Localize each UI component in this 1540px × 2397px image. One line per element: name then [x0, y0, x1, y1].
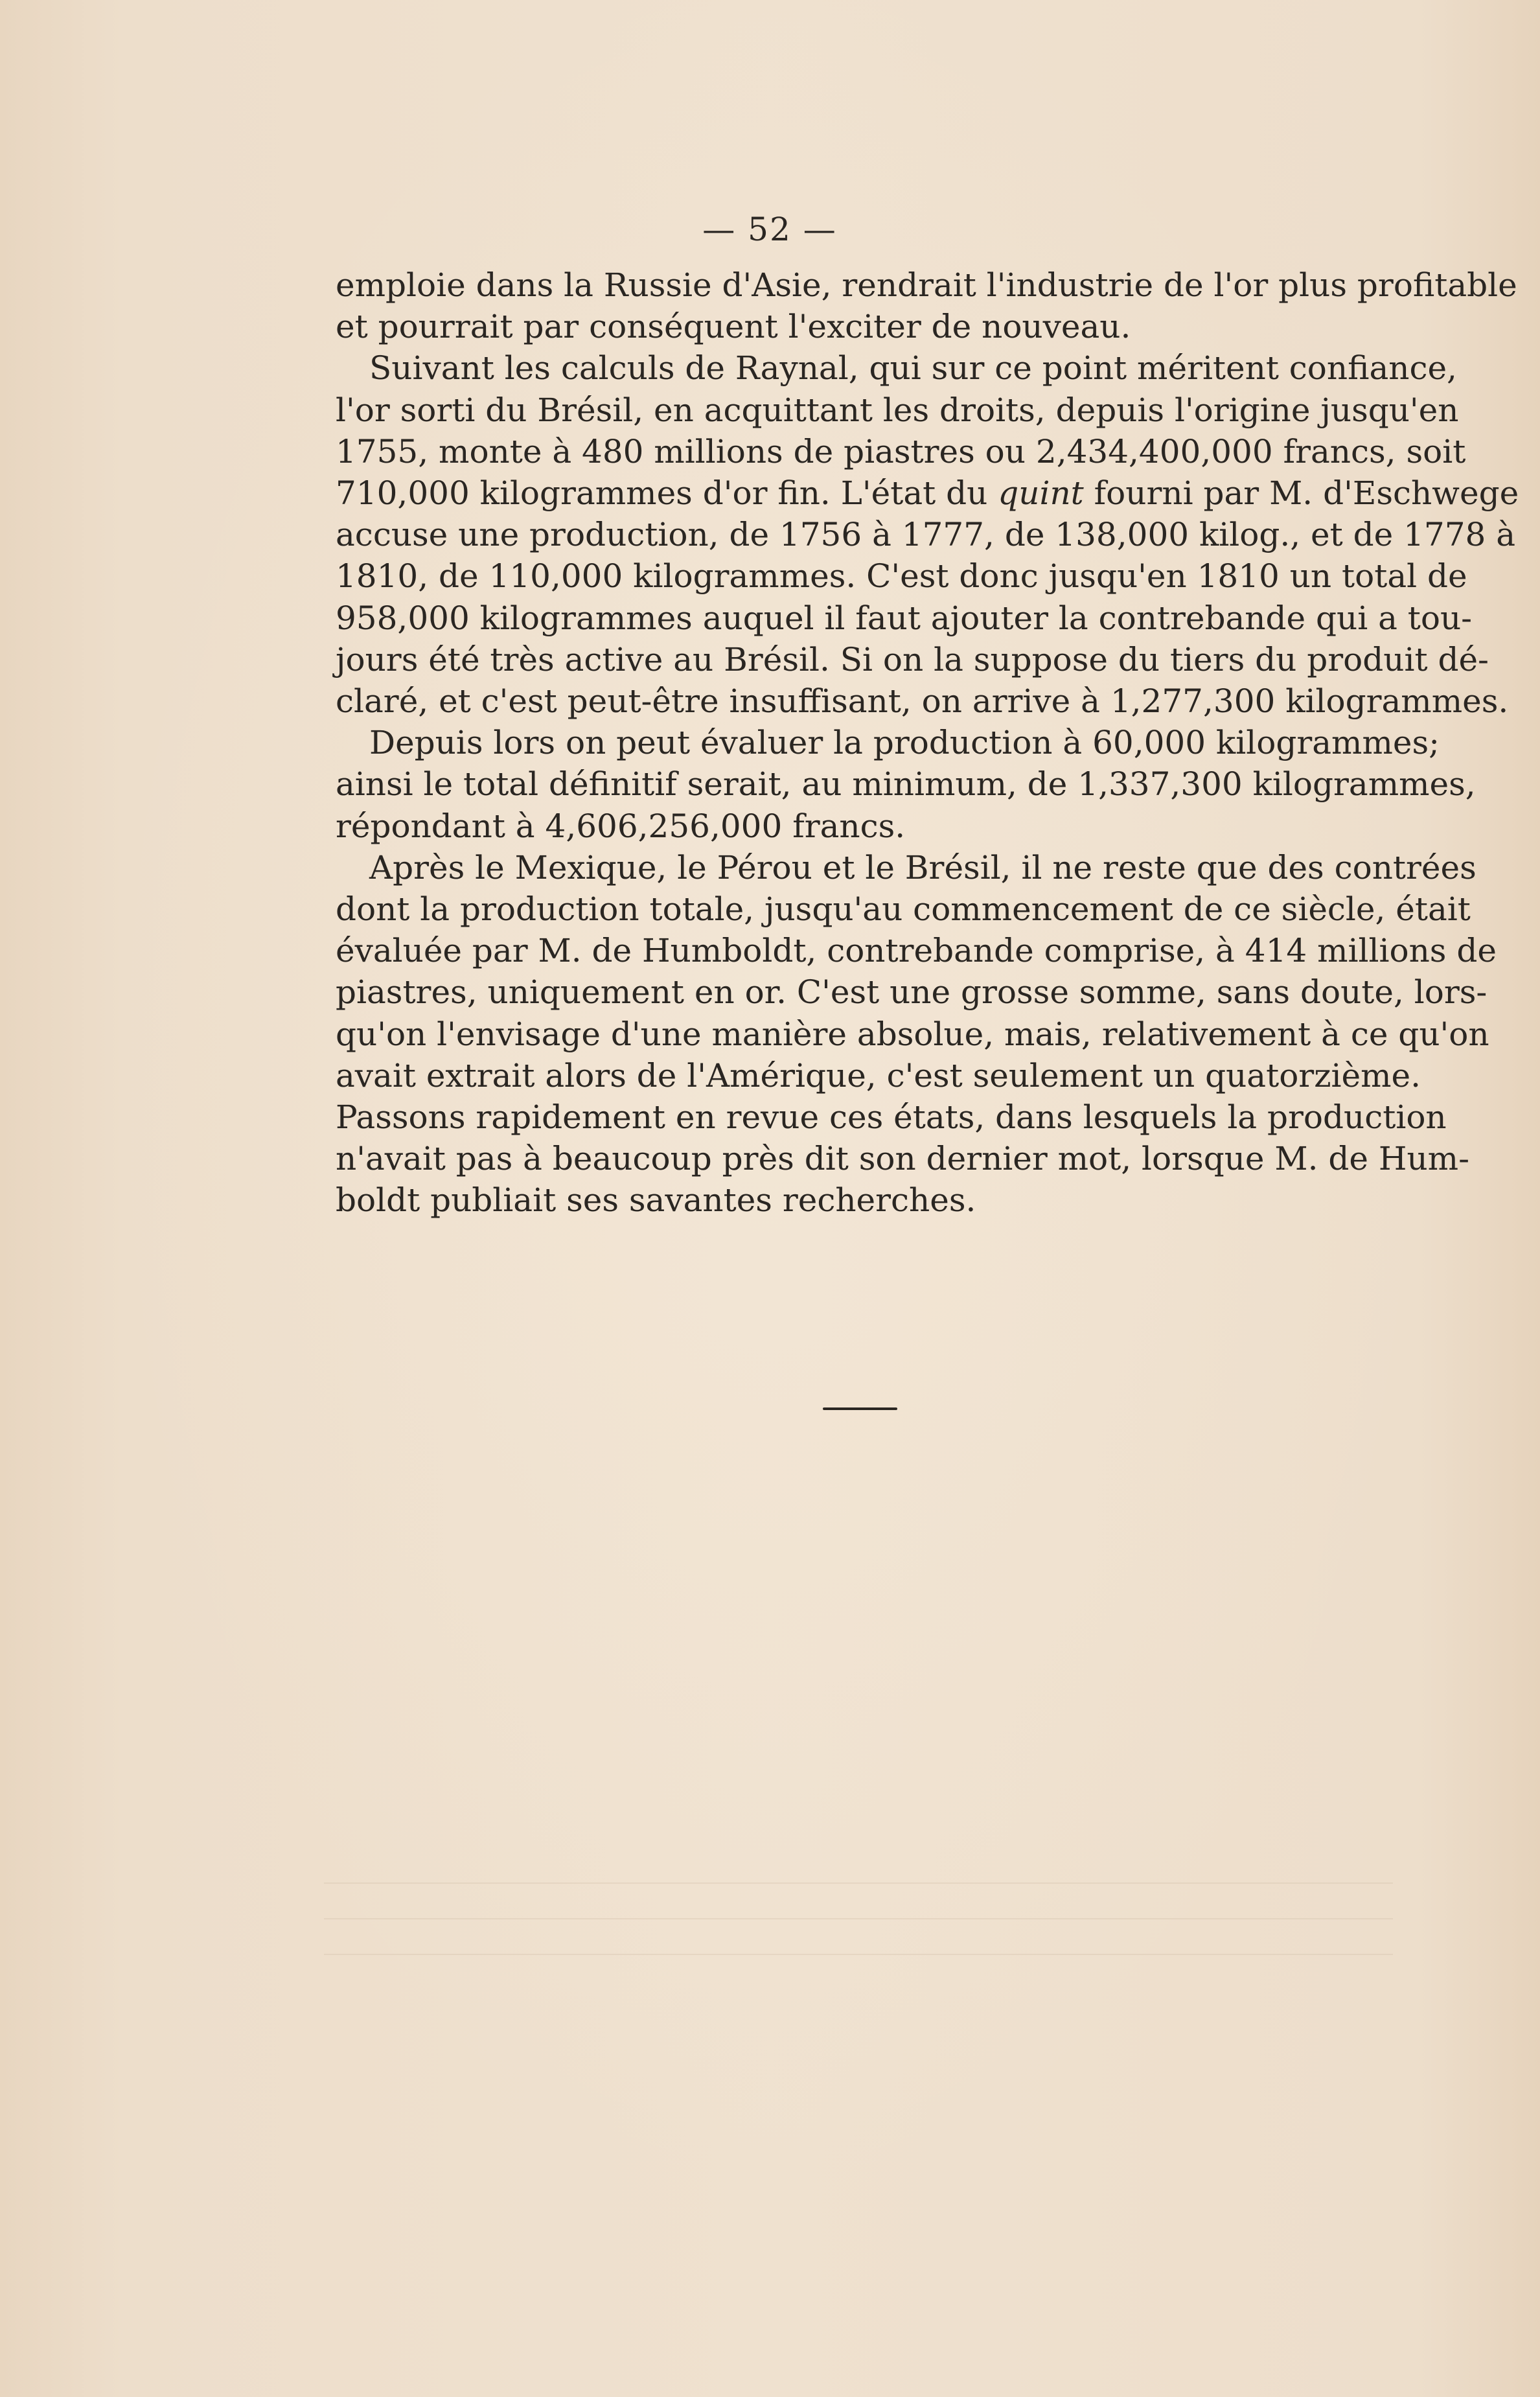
text-line: accuse une production, de 1756 à 1777, de 138,000 kilog., et de 1778 à [336, 516, 1516, 554]
paragraph-2 [336, 347, 1519, 722]
paragraph-3 [336, 722, 1476, 847]
text-line: 958,000 kilogrammes auquel il faut ajouter la contrebande qui a tou- [336, 599, 1473, 637]
page-number: — 52 — [702, 211, 837, 248]
text-fragment: 710,000 kilogrammes d'or fin. L'état du [336, 474, 988, 513]
text-line: Après le Mexique, le Pérou et le Brésil, il ne reste que des contrées [369, 848, 1477, 886]
text-line: n'avait pas à beaucoup près dit son dernier mot, lorsque M. de Hum- [336, 1140, 1469, 1178]
show-through-line [324, 1954, 1393, 1955]
paragraph-1 [336, 264, 1517, 347]
text-line: répondant à 4,606,256,000 francs. [336, 807, 906, 845]
text-line: boldt publiait ses savantes recherches. [336, 1181, 976, 1220]
show-through-line [324, 1918, 1393, 1919]
text-line: 1755, monte à 480 millions de piastres ou 2,434,400,000 francs, soit [336, 432, 1466, 470]
text-line: Depuis lors on peut évaluer la production à 60,000 kilogrammes; [369, 724, 1440, 762]
text-line: piastres, uniquement en or. C'est une grosse somme, sans doute, lors- [336, 973, 1488, 1012]
italic-term: quint [998, 474, 1084, 513]
text-line: évaluée par M. de Humboldt, contrebande comprise, à 414 millions de [336, 932, 1497, 970]
closing-rule [823, 1407, 897, 1410]
text-line: 1810, de 110,000 kilogrammes. C'est donc jusqu'en 1810 un total de [336, 557, 1467, 596]
body-text [336, 264, 1519, 1222]
text-line: l'or sorti du Brésil, en acquittant les droits, depuis l'origine jusqu'en [336, 391, 1459, 429]
text-line: et pourrait par conséquent l'exciter de nouveau. [336, 308, 1131, 346]
text-line: qu'on l'envisage d'une manière absolue, mais, relativement à ce qu'on [336, 1015, 1489, 1053]
text-line: ainsi le total définitif serait, au minimum, de 1,337,300 kilogrammes, [336, 765, 1476, 804]
text-line-with-italic [336, 472, 1519, 514]
text-fragment: fourni par M. d'Eschwege [1094, 474, 1519, 513]
text-line: dont la production totale, jusqu'au commencement de ce siècle, était [336, 890, 1471, 929]
text-line: Passons rapidement en revue ces états, dans lesquels la production [336, 1098, 1447, 1137]
text-line: avait extrait alors de l'Amérique, c'est seulement un quatorzième. [336, 1056, 1421, 1094]
text-line: Suivant les calculs de Raynal, qui sur ce point méritent confiance, [369, 349, 1457, 388]
text-line: claré, et c'est peut-être insuffisant, on arrive à 1,277,300 kilogrammes. [336, 682, 1509, 721]
text-line: jours été très active au Brésil. Si on la suppose du tiers du produit dé- [336, 640, 1489, 678]
paragraph-4 [336, 847, 1497, 1222]
show-through-line [324, 1882, 1393, 1884]
text-line: emploie dans la Russie d'Asie, rendrait l'industrie de l'or plus profitable [336, 266, 1517, 304]
